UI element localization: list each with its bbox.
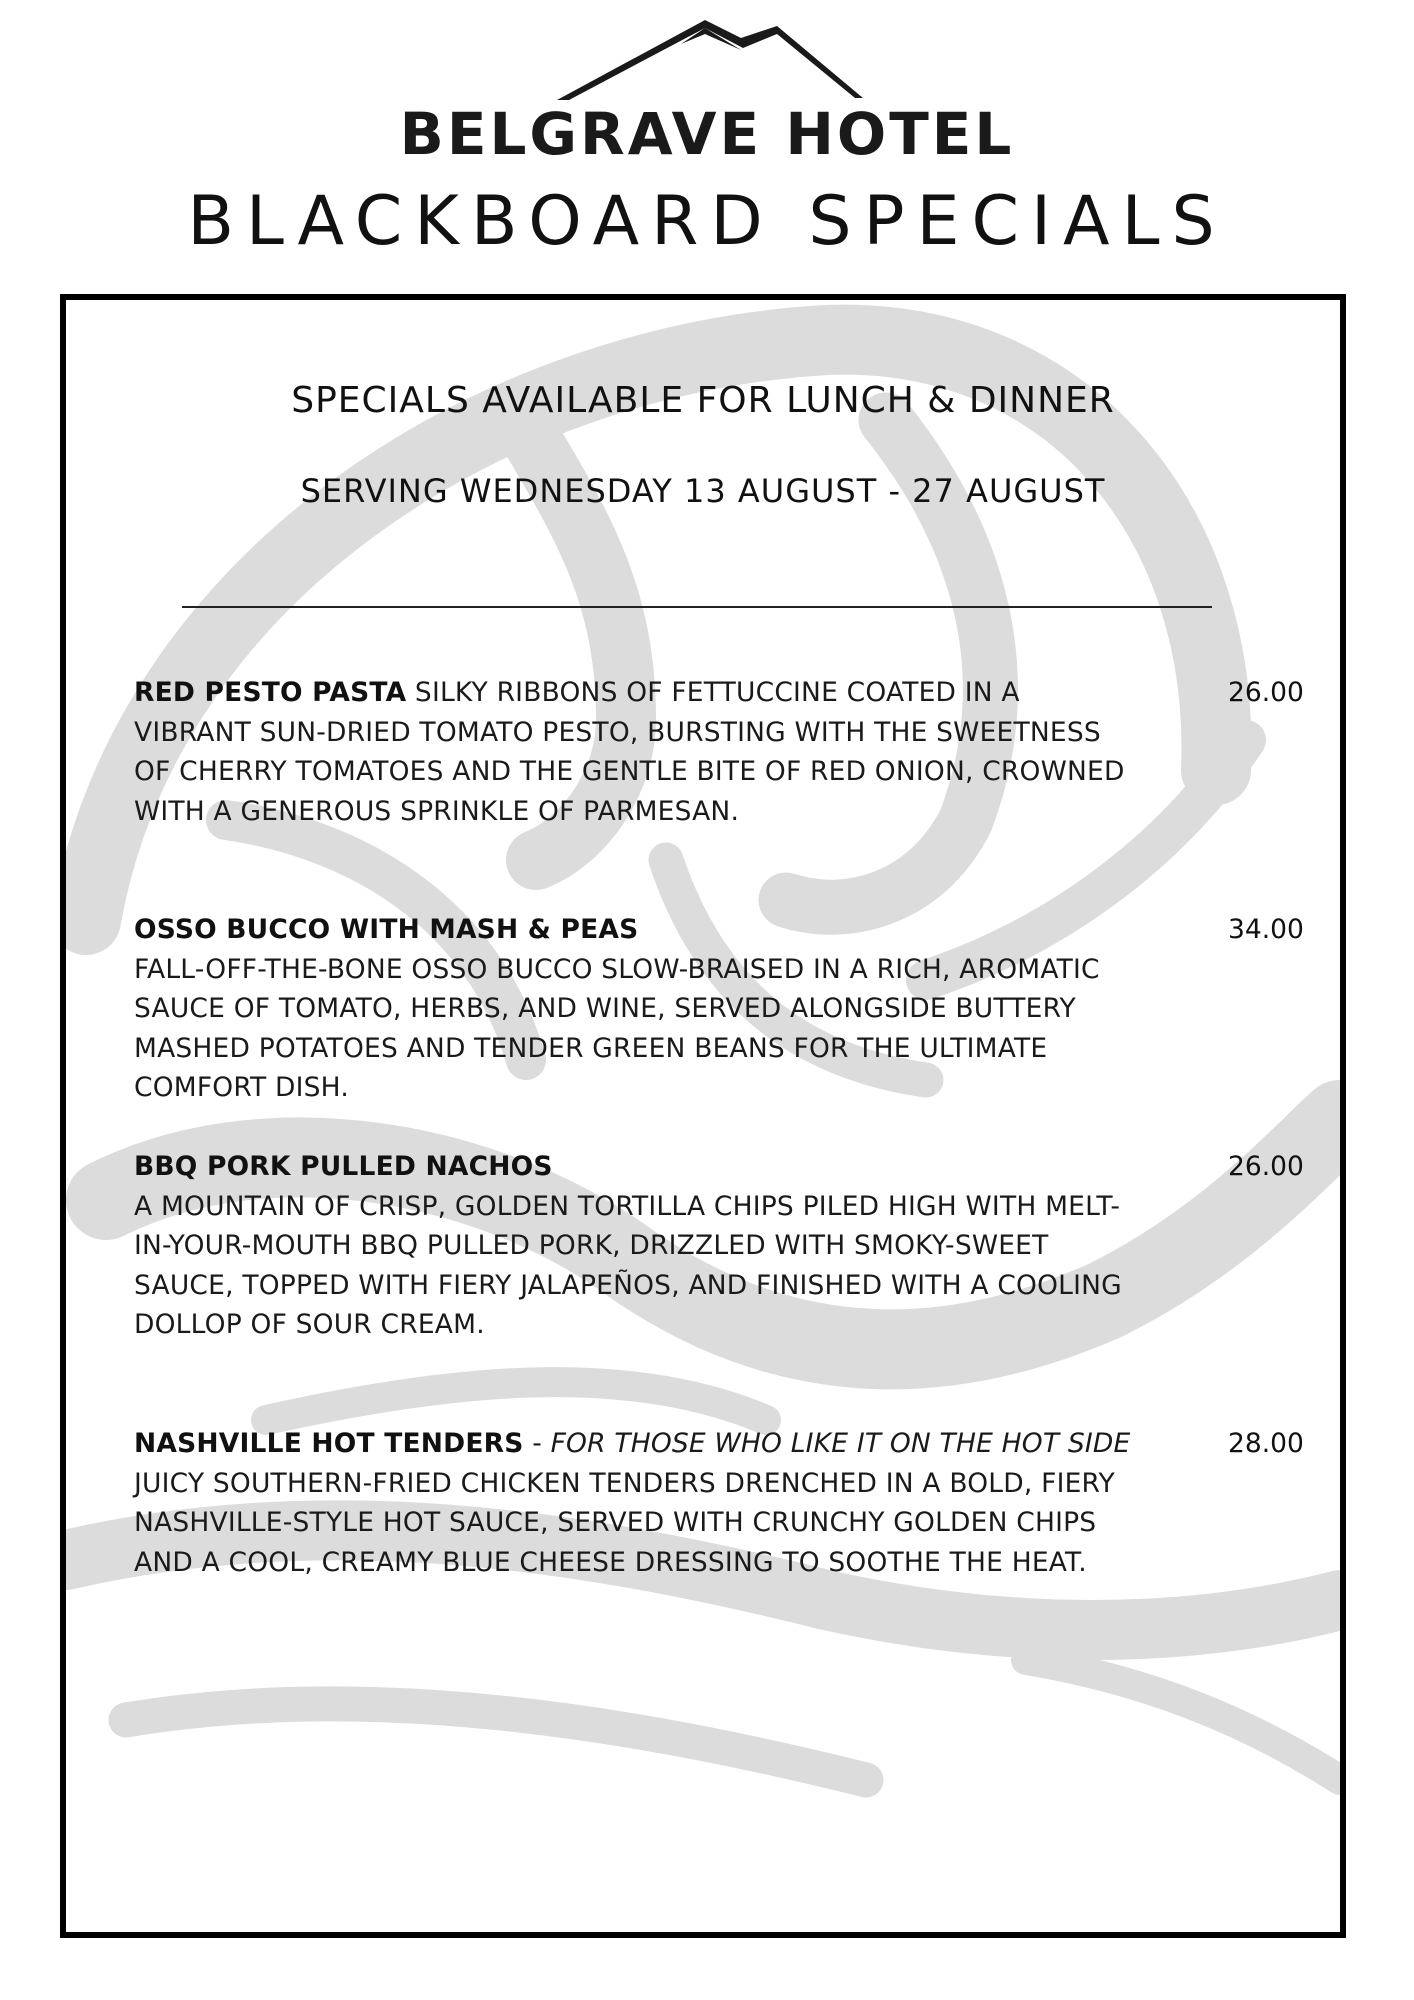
menu-item xyxy=(134,673,1304,831)
page-title: BLACKBOARD SPECIALS xyxy=(187,182,1227,261)
menu-frame xyxy=(60,294,1346,1938)
menu-item-description: SILKY RIBBONS OF FETTUCCINE COATED IN A VIBRANT SUN-DRIED TOMATO PESTO, BURSTING WITH THE SWEETNESS OF CHERRY TOMATOES AND THE GENTLE BITE OF RED ONION, CROWNED WITH A GENEROUS SPRINKLE OF PARMESAN. xyxy=(134,677,1125,827)
menu-item-name: BBQ PORK PULLED NACHOS xyxy=(134,1151,553,1182)
menu-item-text xyxy=(134,910,1144,1108)
menu-item xyxy=(134,1424,1304,1582)
mountain-icon xyxy=(555,18,865,102)
menu-item-description: FALL-OFF-THE-BONE OSSO BUCCO SLOW-BRAISED IN A RICH, AROMATIC SAUCE OF TOMATO, HERBS, AND WINE, SERVED ALONGSIDE BUTTERY MASHED POTATOES AND TENDER GREEN BEANS FOR THE ULTIMATE COMFORT DISH. xyxy=(134,953,1100,1103)
menu-item-note: FOR THOSE WHO LIKE IT ON THE HOT SIDE xyxy=(550,1428,1131,1459)
menu-item-text xyxy=(134,1424,1144,1582)
menu-item xyxy=(134,910,1304,1108)
menu-item-text xyxy=(134,673,1144,831)
hotel-name: BELGRAVE HOTEL xyxy=(399,100,1015,168)
menu-item-text xyxy=(134,1147,1144,1345)
menu-item-description: A MOUNTAIN OF CRISP, GOLDEN TORTILLA CHIPS PILED HIGH WITH MELT-IN-YOUR-MOUTH BBQ PULLED PORK, DRIZZLED WITH SMOKY-SWEET SAUCE, TOPPED WITH FIERY JALAPEÑOS, AND FINISHED WITH A COOLING DOLLOP OF SOUR CREAM. xyxy=(134,1190,1122,1340)
menu-item xyxy=(134,1147,1304,1345)
menu-item-name: RED PESTO PASTA xyxy=(134,677,407,708)
serving-dates: SERVING WEDNESDAY 13 AUGUST - 27 AUGUST xyxy=(300,472,1106,510)
divider xyxy=(182,606,1212,608)
menu-item-name: NASHVILLE HOT TENDERS xyxy=(134,1428,524,1459)
menu-item-price: 28.00 xyxy=(1228,1428,1304,1459)
menu-item-name: OSSO BUCCO WITH MASH & PEAS xyxy=(134,914,639,945)
menu-item-separator: - xyxy=(523,1428,551,1459)
availability-text: SPECIALS AVAILABLE FOR LUNCH & DINNER xyxy=(291,380,1115,421)
hotel-logo xyxy=(0,0,1414,170)
menu-item-price: 26.00 xyxy=(1228,677,1304,708)
menu-item-price: 34.00 xyxy=(1228,914,1304,945)
menu-item-description: JUICY SOUTHERN-FRIED CHICKEN TENDERS DRENCHED IN A BOLD, FIERY NASHVILLE-STYLE HOT SAUCE, SERVED WITH CRUNCHY GOLDEN CHIPS AND A COOL, CREAMY BLUE CHEESE DRESSING TO SOOTHE THE HEAT. xyxy=(134,1467,1115,1578)
menu-item-price: 26.00 xyxy=(1228,1151,1304,1182)
